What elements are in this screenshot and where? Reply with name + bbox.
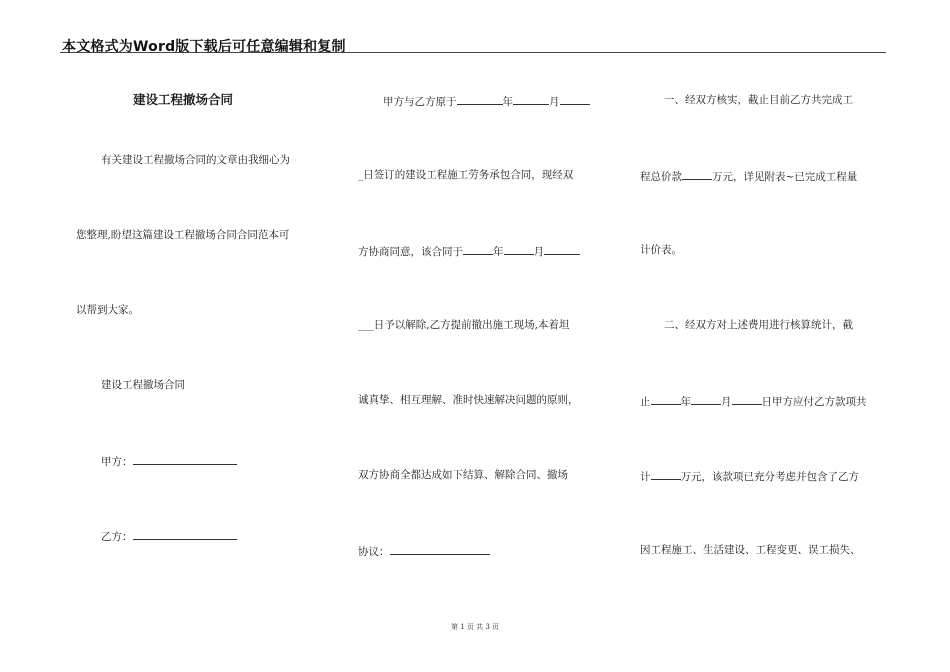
agreement-label: 协议：	[358, 546, 390, 558]
party-a-blank	[133, 454, 237, 465]
year-blank	[463, 244, 493, 255]
page-number: 第 1 页 共 3 页	[450, 623, 500, 631]
month-blank	[504, 244, 534, 255]
col3-line-5	[640, 394, 867, 408]
col2-year-label: 年	[502, 96, 513, 108]
day-blank	[732, 394, 762, 405]
col3-text: 计	[640, 471, 651, 483]
agreement-blank	[390, 544, 490, 555]
col2-line-1	[383, 94, 590, 108]
header-divider	[60, 52, 886, 53]
col2-line-4: ___日予以解除,乙方提前撤出施工现场,本着坦	[358, 319, 570, 331]
party-a-label: 甲方：	[101, 456, 133, 468]
col3-text: 万元，详见附表~已完成工程量	[712, 171, 858, 183]
intro-line-2: 您整理,盼望这篇建设工程撤场合同合同范本可	[76, 229, 290, 241]
month-blank	[691, 394, 721, 405]
day-blank	[544, 244, 580, 255]
amount-blank	[682, 169, 712, 180]
col3-text: 程总价款	[640, 171, 682, 183]
party-b-line	[101, 529, 237, 543]
col3-year-label: 年	[680, 396, 691, 408]
party-b-label: 乙方：	[101, 531, 133, 543]
col3-text: 止	[640, 396, 651, 408]
col2-month-label: 月	[549, 96, 560, 108]
intro-line-1: 有关建设工程撤场合同的文章由我细心为	[101, 154, 290, 166]
col3-line-2	[640, 169, 857, 183]
col3-line-1: 一、经双方核实，截止目前乙方共完成工	[664, 94, 853, 106]
col2-year-label: 年	[493, 246, 504, 258]
col2-text: 甲方与乙方原于	[383, 96, 457, 108]
col3-line-3: 计价表。	[640, 244, 682, 256]
col3-line-6	[640, 469, 859, 483]
col3-month-label: 月	[721, 396, 732, 408]
col2-line-6: 双方协商全都达成如下结算、解除合同、撤场	[358, 469, 568, 481]
col3-line-7: 因工程施工、生活建设、工程变更、误工损失、	[640, 544, 861, 556]
col3-line-4: 二、经双方对上述费用进行核算统计，截	[664, 319, 853, 331]
year-blank	[651, 394, 681, 405]
download-banner: 本文格式为Word版下载后可任意编辑和复制	[62, 39, 346, 55]
party-a-line	[101, 454, 237, 468]
day-blank	[560, 94, 590, 105]
col3-text: 日甲方应付乙方款项共	[761, 396, 867, 408]
month-blank	[513, 94, 549, 105]
document-title: 建设工程撤场合同	[133, 92, 234, 107]
col2-line-7	[358, 544, 490, 558]
contract-subtitle: 建设工程撤场合同	[101, 379, 185, 391]
year-blank	[457, 94, 503, 105]
col3-text: 万元，该款项已充分考虑并包含了乙方	[680, 471, 859, 483]
col2-line-2: _日签订的建设工程施工劳务承包合同，现经双	[358, 169, 574, 181]
party-b-blank	[133, 529, 237, 540]
col2-month-label: 月	[533, 246, 544, 258]
col2-line-5: 诚真挚、相互理解、准时快速解决问题的原则，	[358, 394, 579, 406]
intro-line-3: 以帮到大家。	[76, 304, 139, 316]
amount-blank	[651, 469, 681, 480]
col2-text: 方协商同意，该合同于	[358, 246, 463, 258]
col2-line-3	[358, 244, 580, 258]
